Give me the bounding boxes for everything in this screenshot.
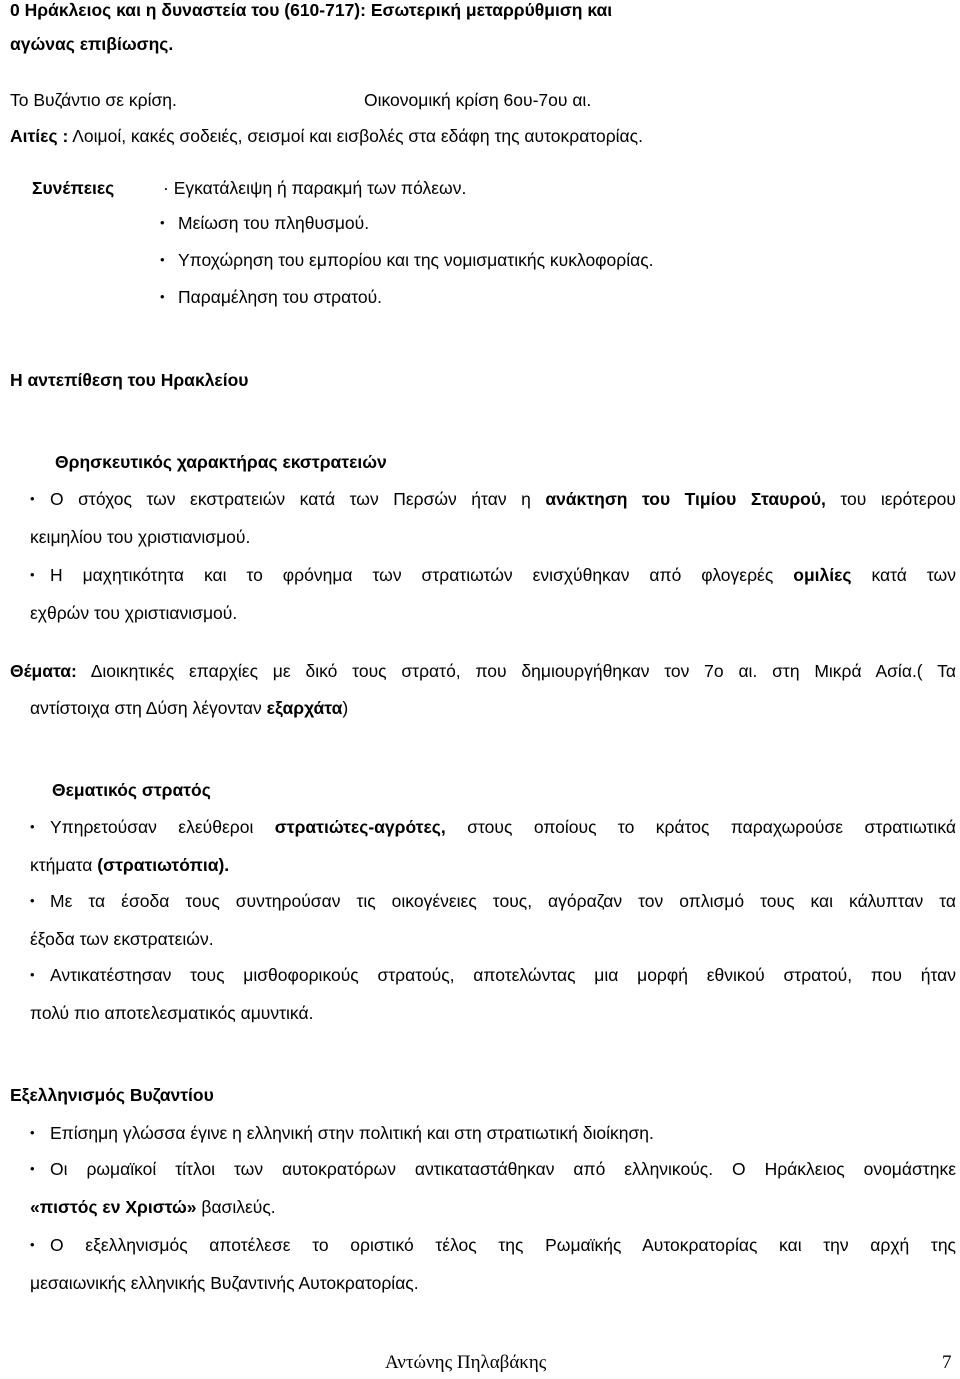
footer-author: Αντώνης Πηλαβάκης xyxy=(385,1352,547,1373)
consequences-label: Συνέπειες xyxy=(32,178,115,198)
title-line-1: 0 Ηράκλειος και η δυναστεία του (610-717): Εσωτερική μεταρρύθμιση και xyxy=(10,0,613,20)
text: Υπηρετούσαν ελεύθεροι xyxy=(50,817,254,837)
subheading-thematic-army: Θεματικός στρατός xyxy=(52,780,211,800)
bullet-icon: • xyxy=(30,819,35,834)
hellenization-bullet-2-line2 xyxy=(30,1197,276,1218)
section-heading-heraclius: Η αντεπίθεση του Ηρακλείου xyxy=(10,370,249,390)
religious-bullet-1 xyxy=(50,489,956,510)
religious-bullet-2-line2: εχθρών του χριστιανισμού. xyxy=(30,603,238,623)
bullet-icon: • xyxy=(30,491,35,506)
causes-text: Λοιμοί, κακές σοδειές, σεισμοί και εισβολές στα εδάφη της αυτοκρατορίας. xyxy=(72,126,643,146)
hellenization-bullet-3: Ο εξελληνισμός αποτέλεσε το οριστικό τέλος της Ρωμαϊκής Αυτοκρατορίας και την αρχή της xyxy=(50,1235,956,1255)
consequence-item: · Εγκατάλειψη ή παρακμή των πόλεων. xyxy=(163,178,467,198)
text: Η μαχητικότητα και το φρόνημα των στρατιωτών ενισχύθηκαν από φλογερές xyxy=(50,565,774,585)
bold-text: (στρατιωτόπια). xyxy=(97,855,230,875)
bullet-icon: • xyxy=(30,967,35,982)
bullet-icon: • xyxy=(160,215,165,230)
bold-text: στρατιώτες-αγρότες, xyxy=(274,817,446,837)
bullet-icon: • xyxy=(30,1125,35,1140)
religious-bullet-2 xyxy=(50,565,956,586)
bold-text: εξαρχάτα xyxy=(266,698,343,718)
subheading-religious: Θρησκευτικός χαρακτήρας εκστρατειών xyxy=(55,452,387,472)
consequence-item: Παραμέληση του στρατού. xyxy=(178,287,383,307)
title-line-2: αγώνας επιβίωσης. xyxy=(10,34,174,54)
text: αντίστοιχα στη Δύση λέγονταν xyxy=(30,698,262,718)
bullet-icon: • xyxy=(30,1161,35,1176)
bold-text: ομιλίες xyxy=(793,565,852,585)
causes-label: Αιτίες : xyxy=(10,126,69,146)
crisis-heading: Το Βυζάντιο σε κρίση. xyxy=(10,90,177,110)
religious-bullet-1-line2: κειμηλίου του χριστιανισμού. xyxy=(30,527,251,547)
bullet-icon: • xyxy=(30,567,35,582)
bullet-icon: • xyxy=(160,289,165,304)
themes-definition xyxy=(10,661,956,682)
army-bullet-2: Με τα έσοδα τους συντηρούσαν τις οικογένειες τους, αγόραζαν τον οπλισμό τους και κάλυπταν τα xyxy=(50,891,956,911)
causes-line xyxy=(10,126,643,147)
text: βασιλεύς. xyxy=(201,1197,276,1217)
text: κατά των xyxy=(871,565,956,585)
hellenization-bullet-1: Επίσημη γλώσσα έγινε η ελληνική στην πολιτική και στη στρατιωτική διοίκηση. xyxy=(50,1123,654,1143)
army-bullet-1-line2 xyxy=(30,855,229,876)
bullet-icon: • xyxy=(30,1237,35,1252)
themes-text: Διοικητικές επαρχίες με δικό τους στρατό, που δημιουργήθηκαν τον 7ο αι. στη Μικρά Ασία.( Τα xyxy=(90,661,956,681)
hellenization-bullet-3-line2: μεσαιωνικής ελληνικής Βυζαντινής Αυτοκρατορίας. xyxy=(30,1273,419,1293)
bullet-icon: • xyxy=(160,252,165,267)
text: του ιερότερου xyxy=(840,489,956,509)
army-bullet-2-line2: έξοδα των εκστρατειών. xyxy=(30,929,214,949)
army-bullet-1 xyxy=(50,817,956,838)
army-bullet-3-line2: πολύ πιο αποτελεσματικός αμυντικά. xyxy=(30,1003,314,1023)
consequence-item: Μείωση του πληθυσμού. xyxy=(178,213,370,233)
themes-label: Θέματα: xyxy=(10,661,77,681)
themes-definition-line2 xyxy=(30,698,348,719)
text: ) xyxy=(342,698,349,718)
army-bullet-3: Αντικατέστησαν τους μισθοφορικούς στρατούς, αποτελώντας μια μορφή εθνικού στρατού, που ήταν xyxy=(50,965,956,985)
hellenization-bullet-2: Οι ρωμαϊκοί τίτλοι των αυτοκρατόρων αντικαταστάθηκαν από ελληνικούς. Ο Ηράκλειος ονομάστηκε xyxy=(50,1159,956,1179)
text: Ο στόχος των εκστρατειών κατά των Περσών ήταν η xyxy=(50,489,531,509)
bold-text: «πιστός εν Χριστώ» xyxy=(30,1197,197,1217)
text: κτήματα xyxy=(30,855,93,875)
section-heading-hellenization: Εξελληνισμός Βυζαντίου xyxy=(10,1085,214,1105)
bullet-icon: • xyxy=(30,893,35,908)
consequence-item: Υποχώρηση του εμπορίου και της νομισματικής κυκλοφορίας. xyxy=(178,250,654,270)
economic-crisis-heading: Οικονομική κρίση 6ου-7ου αι. xyxy=(364,90,592,110)
page-number: 7 xyxy=(942,1352,952,1373)
bold-text: ανάκτηση του Τιμίου Σταυρού, xyxy=(545,489,826,509)
text: στους οποίους το κράτος παραχωρούσε στρατιωτικά xyxy=(467,817,956,837)
